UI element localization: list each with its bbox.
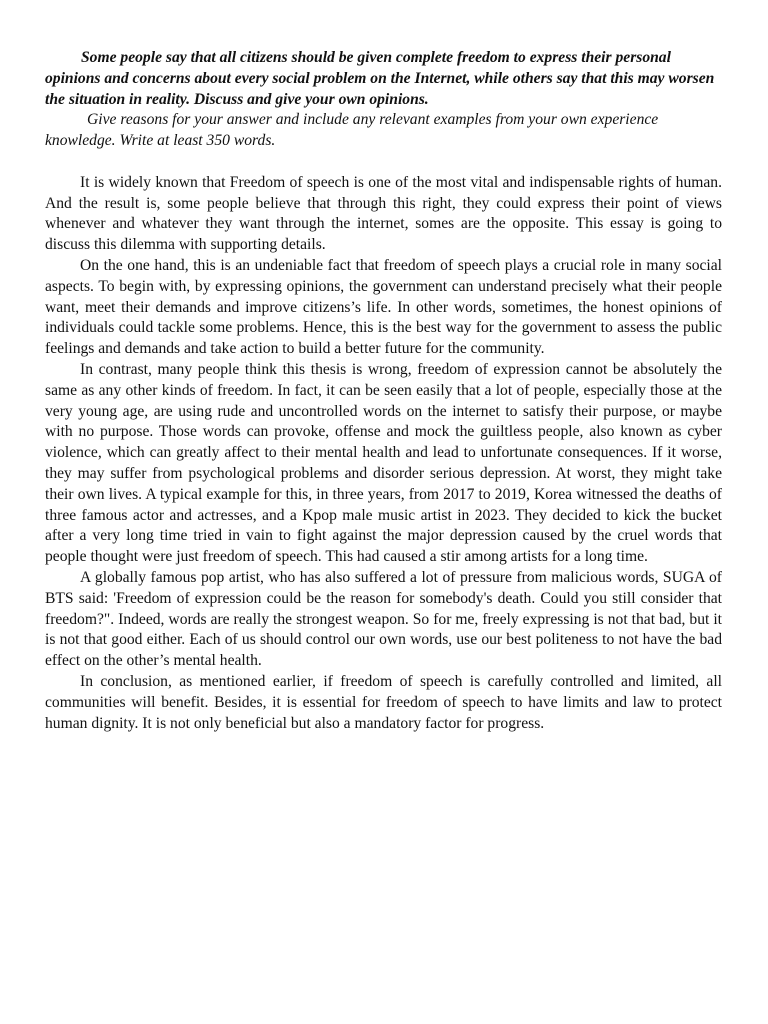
essay-paragraph-conclusion: In conclusion, as mentioned earlier, if freedom of speech is carefully controlled and limited, all communities will benefit. Besides, it is essential for freedom of speech to have limits and law to protect human dignity. It is not only beneficial but also a mandatory factor for progress.: [45, 672, 722, 732]
prompt-instructions: Give reasons for your answer and include any relevant examples from your own experience knowledge. Write at least 350 words.: [45, 111, 659, 150]
essay-paragraph-introduction: It is widely known that Freedom of speech is one of the most vital and indispensable rights of human. And the result is, some people believe that through this right, they could express their point of views whenever and whatever they want through the internet, somes are the opposite. This essay is going to discuss this dilemma with supporting details.: [45, 173, 722, 254]
essay-paragraph-supporting-view: On the one hand, this is an undeniable fact that freedom of speech plays a crucial role in many social aspects. To begin with, by expressing opinions, the government can understand precisely what their people want, meet their demands and improve citizens’s life. In other words, sometimes, the honest opinions of individuals could tackle some problems. Hence, this is the best way for the government to assess the public feelings and demands and take action to build a better future for the community.: [45, 256, 722, 358]
essay-body: [45, 173, 722, 735]
essay-prompt: [45, 48, 722, 152]
essay-paragraph-opinion: A globally famous pop artist, who has also suffered a lot of pressure from malicious words, SUGA of BTS said: 'Freedom of expression could be the reason for somebody's death. Could you still consider that freedom?". Indeed, words are really the strongest weapon. So for me, freely expressing is not that bad, but it is not that good either. Each of us should control our own words, use our best politeness to not have the bad effect on the other’s mental health.: [45, 568, 722, 670]
essay-paragraph-opposing-view: In contrast, many people think this thesis is wrong, freedom of expression cannot be absolutely the same as any other kinds of freedom. In fact, it can be seen easily that a lot of people, especially those at the very young age, are using rude and uncontrolled words on the internet to satisfy their purpose, or maybe with no purpose. Those words can provoke, offense and mock the guiltless people, also known as cyber violence, which can greatly affect to their mental health and lead to unfortunate consequences. If it worse, they may suffer from psychological problems and disorder serious depression. At worst, they might take their own lives. A typical example for this, in three years, from 2017 to 2019, Korea witnessed the deaths of three famous actor and actresses, and a Kpop male music artist in 2023. They decided to kick the bucket after a very long time tried in vain to fight against the major depression caused by the cruel words that people thought were just freedom of speech. This had caused a stir among artists for a long time.: [45, 360, 722, 566]
document-page: [45, 48, 722, 734]
prompt-question: Some people say that all citizens should be given complete freedom to express their personal opinions and concerns about every social problem on the Internet, while others say that this may worsen the situation in reality. Discuss and give your own opinions.: [45, 49, 715, 108]
